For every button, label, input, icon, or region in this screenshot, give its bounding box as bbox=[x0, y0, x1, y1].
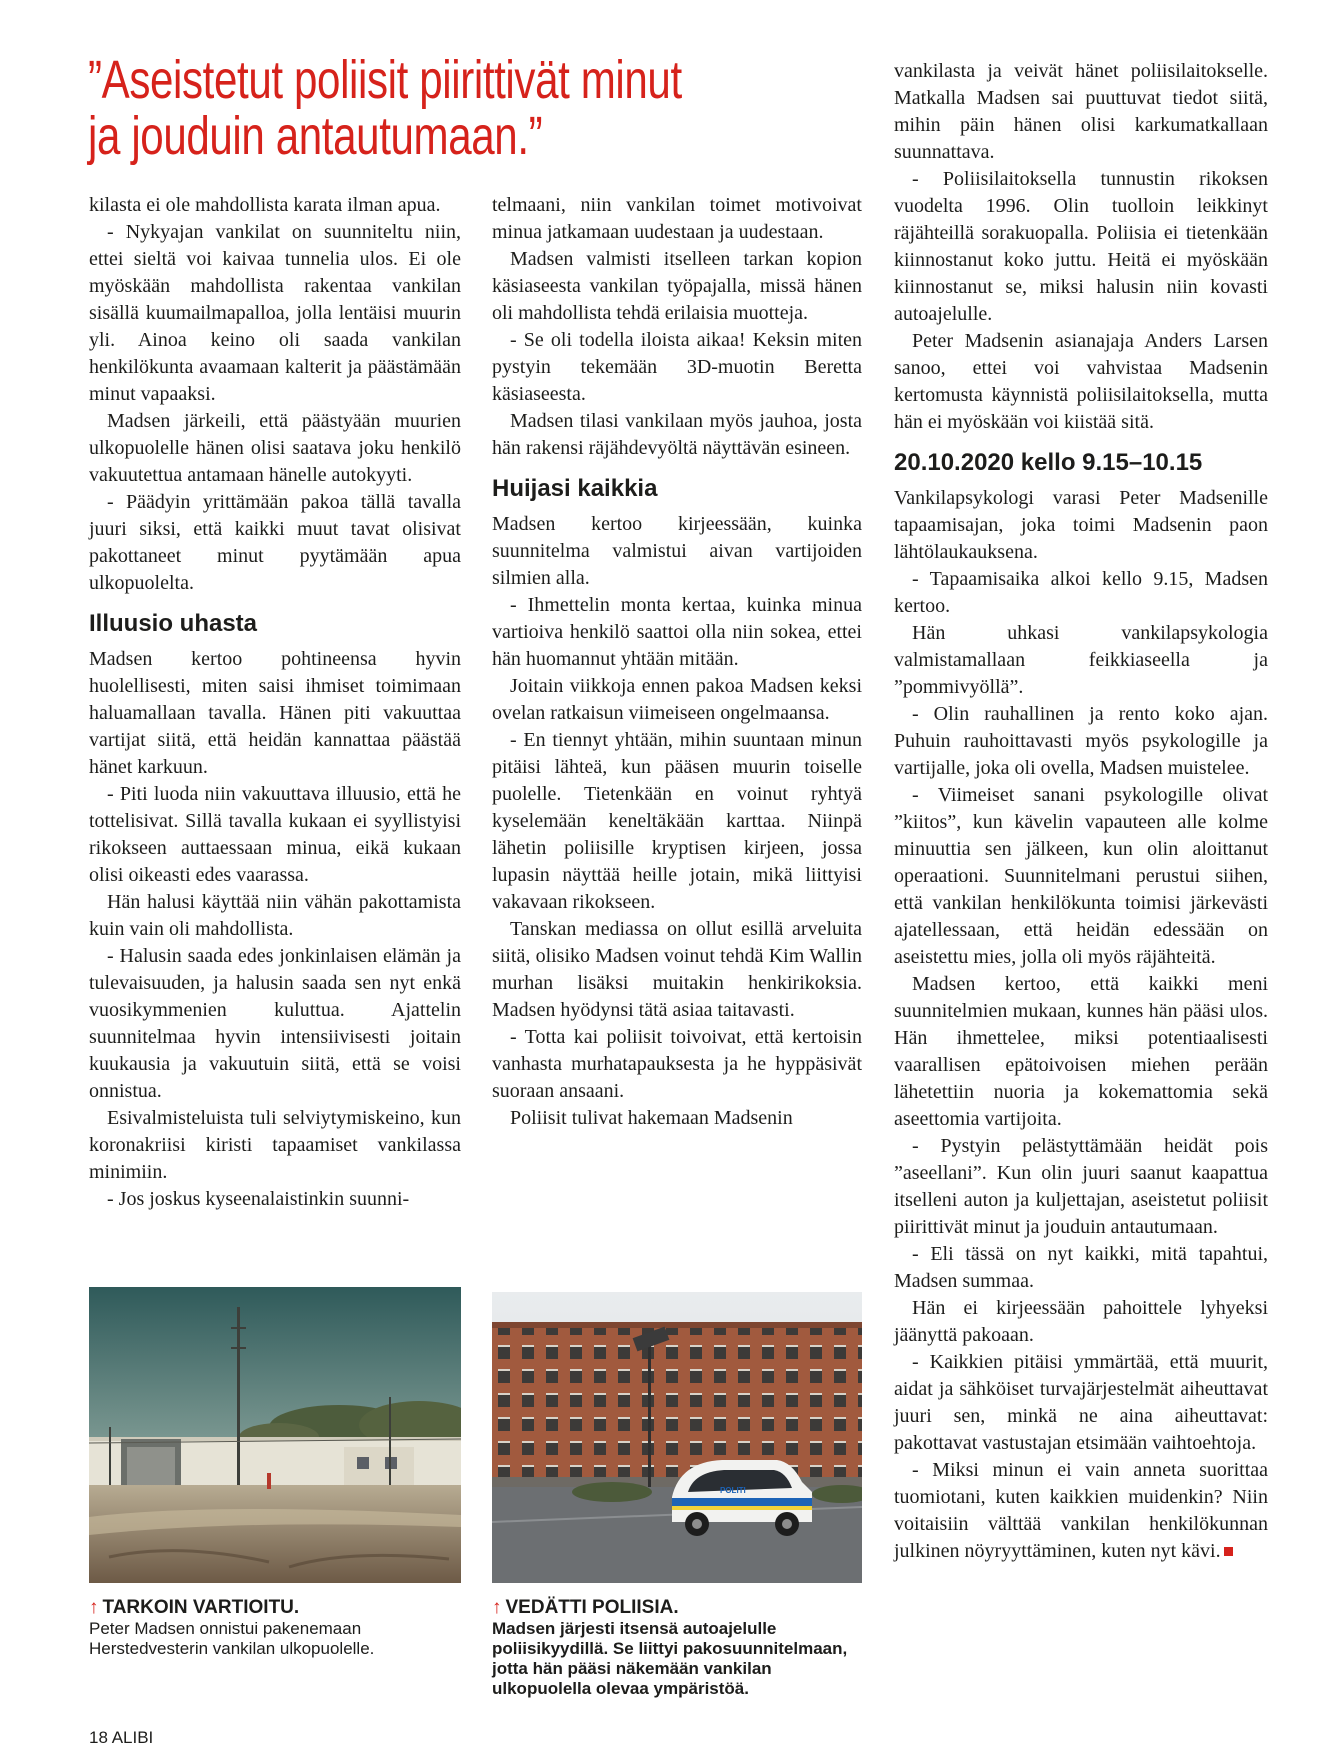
paragraph: - Tapaamisaika alkoi kello 9.15, Madsen kertoo. bbox=[894, 568, 1268, 617]
subheading-date-time: 20.10.2020 kello 9.15–10.15 bbox=[894, 449, 1203, 476]
paragraph: - Kaikkien pitäisi ymmärtää, että muurit, aidat ja sähköiset turvajärjestelmät aiheuttavat juuri sen, minkä ne aina aiheuttavat: pakottavat vastustajan etsimään vaihtoehtoja. bbox=[894, 1351, 1268, 1454]
paragraph: - Poliisilaitoksella tunnustin rikoksen vuodelta 1996. Olin tuolloin leikkinyt räjähteillä sorakuopalla. Poliisia ei tietenkään kiinnostanut koko juttu. Heitä ei myöskään kiinnostanut se, miksi halusin niin kovasti autoajelulle. bbox=[894, 168, 1268, 325]
arrow-up-icon: ↑ bbox=[89, 1597, 99, 1618]
paragraph: - Totta kai poliisit toivoivat, että kertoisin vanhasta murhatapauksesta ja he hyppäsivät suoraan ansaani. bbox=[492, 1026, 862, 1102]
paragraph: - Se oli todella iloista aikaa! Keksin miten pystyin tekemään 3D-muotin Beretta käsiaseesta. bbox=[492, 329, 862, 405]
police-station-illustration bbox=[492, 1292, 862, 1583]
prison-gate-photo bbox=[89, 1287, 461, 1583]
photo-caption-2 bbox=[492, 1598, 867, 1699]
headline-line-1: ”Aseistetut poliisit piirittivät minut bbox=[88, 50, 682, 110]
caption-text: Peter Madsen onnistui pakenemaan Herstedvesterin vankilan ulkopuolelle. bbox=[89, 1619, 375, 1658]
arrow-up-icon: ↑ bbox=[492, 1597, 502, 1618]
caption-title-text: VEDÄTTI POLIISIA. bbox=[505, 1597, 679, 1618]
caption-text: Madsen järjesti itsensä autoajelulle poliisikyydillä. Se liittyi pakosuunnitelmaan, jotta hän pääsi näkemään vankilan ulkopuolella olevaa ympäristöä. bbox=[492, 1619, 848, 1698]
paragraph: - Halusin saada edes jonkinlaisen elämän ja tulevaisuuden, ja halusin saada sen nyt enkä vuosikymmenien kuluttua. Ajattelin suunnitelmaa hyvin intensiivisesti joitain kuukausia ja vakuutuin siitä, että se voisi onnistua. bbox=[89, 945, 461, 1102]
page-folio: 18 ALIBI bbox=[89, 1728, 154, 1747]
paragraph: Hän halusi käyttää niin vähän pakottamista kuin vain oli mahdollista. bbox=[89, 891, 461, 940]
police-station-photo bbox=[492, 1292, 862, 1583]
prison-gate-illustration bbox=[89, 1287, 461, 1583]
paragraph-final-text: - Miksi minun ei vain anneta suorittaa tuomiotani, kuten kaikkien muidenkin? Niin voitaisiin välttää vankilan henkilökunnan julkinen nöyryyttäminen, kuten nyt kävi. bbox=[894, 1459, 1268, 1562]
paragraph: - Päädyin yrittämään pakoa tällä tavalla juuri siksi, että kaikki muut tavat olisivat pakottaneet minut pyytämään apua ulkopuolelta. bbox=[89, 491, 461, 594]
paragraph-final bbox=[894, 1457, 1268, 1565]
paragraph: Madsen kertoo kirjeessään, kuinka suunnitelma valmistui aivan vartijoiden silmien alla. bbox=[492, 513, 862, 589]
paragraph: Hän ei kirjeessään pahoittele lyhyeksi jäänyttä pakoaan. bbox=[894, 1297, 1268, 1346]
paragraph: Madsen järkeili, että päästyään muurien ulkopuolelle hänen olisi saatava joku henkilö vakuutettua antamaan hänelle autokyyti. bbox=[89, 410, 461, 486]
subheading-huijasi-kaikkia: Huijasi kaikkia bbox=[492, 475, 658, 502]
paragraph: - En tiennyt yhtään, mihin suuntaan minun pitäisi lähteä, kun pääsen muurin toiselle puolelle. Tietenkään en voinut ryhtyä kyselemään keneltäkään karttaa. Niinpä lähetin poliisille kryptisen kirjeen, jossa lupasin näyttää heille jotain, mikä liittyisi vakavaan rikokseen. bbox=[492, 729, 862, 913]
caption-title-text: TARKOIN VARTIOITU. bbox=[102, 1597, 300, 1618]
article-column-2 bbox=[492, 192, 862, 1132]
paragraph: - Ihmettelin monta kertaa, kuinka minua vartioiva henkilö saattoi olla niin sokea, ettei hän huomannut yhtään mitään. bbox=[492, 594, 862, 670]
paragraph: Hän uhkasi vankilapsykologia valmistamallaan feikkiaseella ja ”pommivyöllä”. bbox=[894, 622, 1268, 698]
paragraph: Esivalmisteluista tuli selviytymiskeino, kun koronakriisi kiristi tapaamiset vankilassa minimiin. bbox=[89, 1107, 461, 1183]
paragraph: kilasta ei ole mahdollista karata ilman apua. bbox=[89, 194, 441, 216]
paragraph: Madsen tilasi vankilaan myös jauhoa, josta hän rakensi räjähdevyöltä näyttävän esineen. bbox=[492, 410, 862, 459]
paragraph: Peter Madsenin asianajaja Anders Larsen sanoo, ettei voi vahvistaa Madsenin kertomusta käynnistä poliisilaitoksella, mutta hän ei myöskään voi kiistää sitä. bbox=[894, 330, 1268, 433]
caption-title bbox=[89, 1598, 469, 1618]
paragraph: Madsen valmisti itselleen tarkan kopion käsiaseesta vankilan työpajalla, missä hänen oli mahdollista tehdä erilaisia muotteja. bbox=[492, 248, 862, 324]
subheading-illuusio-uhasta: Illuusio uhasta bbox=[89, 610, 258, 637]
paragraph: Madsen kertoo, että kaikki meni suunnitelmien mukaan, kunnes hän pääsi ulos. Hän ihmettelee, miksi potentiaalisesti vaarallisen epätoivoisen miehen perään lähetettiin nuoria ja kokemattomia sekä aseettomia vartijoita. bbox=[894, 973, 1268, 1130]
paragraph: - Viimeiset sanani psykologille olivat ”kiitos”, kun kävelin vapauteen alle kolme minuuttia sen jälkeen, kun olin aloittanut operaationi. Suunnitelmani perustui siihen, että vankilan henkilökunta toimisi järkevästi ajatellessaan, että heidän edessään on aseistettu mies, jolla oli myös räjähteitä. bbox=[894, 784, 1268, 968]
paragraph: telmaani, niin vankilan toimet motivoivat minua jatkamaan uudestaan ja uudestaan. bbox=[492, 194, 862, 243]
paragraph: - Jos joskus kyseenalaistinkin suunni- bbox=[107, 1188, 410, 1210]
paragraph: Poliisit tulivat hakemaan Madsenin bbox=[510, 1107, 793, 1129]
paragraph: - Pystyin pelästyttämään heidät pois ”aseellani”. Kun olin juuri saanut kaapattua itselleni auton ja kuljettajan, aseistetut poliisit piirittivät minut ja jouduin antautumaan. bbox=[894, 1135, 1268, 1238]
paragraph: - Eli tässä on nyt kaikki, mitä tapahtui, Madsen summaa. bbox=[894, 1243, 1268, 1292]
paragraph: - Nykyajan vankilat on suunniteltu niin, ettei sieltä voi kaivaa tunnelia ulos. Ei ole myöskään mahdollista rakentaa vankilan sisällä kuumailmapalloa, jolla lentäisi muurin yli. Ainoa keino oli saada vankilan henkilökunta avaamaan kalterit ja päästämään minut vapaaksi. bbox=[89, 221, 461, 405]
paragraph: - Olin rauhallinen ja rento koko ajan. Puhuin rauhoittavasti myös psykologille ja vartijalle, joka oli ovella, Madsen muistelee. bbox=[894, 703, 1268, 779]
photo-caption-1 bbox=[89, 1598, 469, 1659]
paragraph: Madsen kertoo pohtineensa hyvin huolellisesti, miten saisi ihmiset toimimaan haluamallaan tavalla. Hänen piti vakuuttaa vartijat siitä, että heidän kannattaa päästää hänet karkuun. bbox=[89, 648, 461, 778]
headline bbox=[88, 52, 696, 164]
caption-title bbox=[492, 1598, 867, 1618]
article-column-3 bbox=[894, 58, 1268, 1565]
article-column-1 bbox=[89, 192, 461, 1213]
car-label: POLITI bbox=[720, 1486, 746, 1495]
headline-line-2: ja jouduin antautumaan.” bbox=[88, 106, 543, 166]
paragraph: Vankilapsykologi varasi Peter Madsenille tapaamisajan, joka toimi Madsenin paon lähtölaukauksena. bbox=[894, 487, 1268, 563]
paragraph: - Piti luoda niin vakuuttava illuusio, että he tottelisivat. Sillä tavalla kukaan ei syyllistyisi rikokseen auttaessaan minua, eikä kukaan olisi oikeasti edes vaarassa. bbox=[89, 783, 461, 886]
paragraph: vankilasta ja veivät hänet poliisilaitokselle. Matkalla Madsen sai puuttuvat tiedot siitä, mihin päin hänen olisi karkumatkallaan suunnattava. bbox=[894, 60, 1268, 163]
end-mark-icon bbox=[1224, 1547, 1233, 1556]
paragraph: Tanskan mediassa on ollut esillä arveluita siitä, olisiko Madsen voinut tehdä Kim Wallin murhan lisäksi muitakin henkirikoksia. Madsen hyödynsi tätä asiaa taitavasti. bbox=[492, 918, 862, 1021]
paragraph: Joitain viikkoja ennen pakoa Madsen keksi ovelan ratkaisun viimeiseen ongelmaansa. bbox=[492, 675, 862, 724]
